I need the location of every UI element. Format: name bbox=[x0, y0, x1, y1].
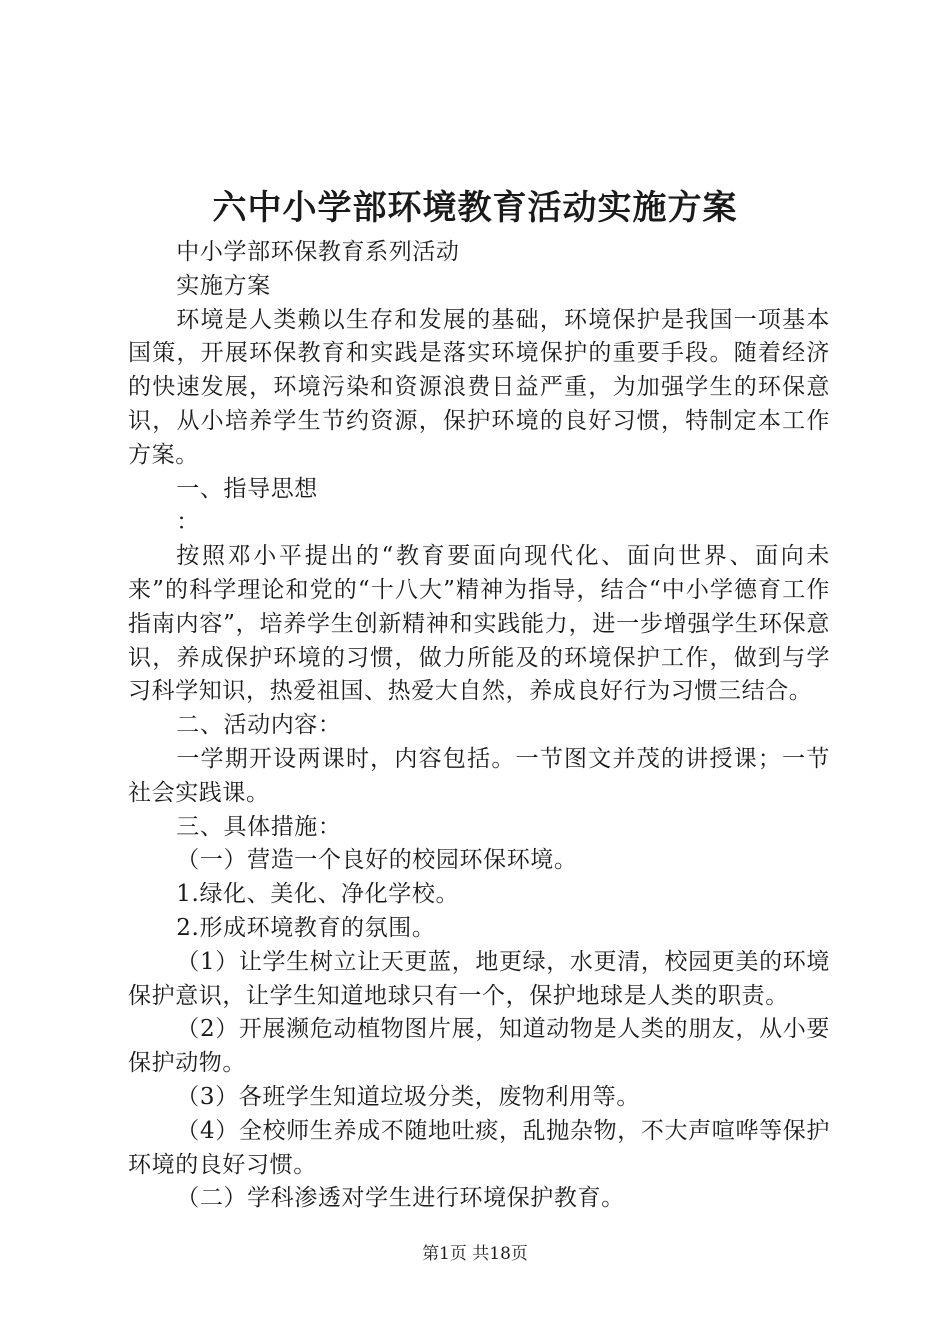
list-item: 1.绿化、美化、净化学校。 bbox=[176, 881, 460, 908]
section-heading: 三、具体措施： bbox=[176, 813, 342, 840]
colon-line: ： bbox=[176, 509, 200, 536]
page-number-footer: 第1页 共18页 bbox=[422, 1244, 528, 1264]
subtitle-line: 中小学部环保教育系列活动 bbox=[176, 239, 460, 265]
list-item: （4）全校师生养成不随地吐痰，乱抛杂物，不大声喧哗等保护环境的良好习惯。 bbox=[128, 1117, 830, 1178]
list-item: （2）开展濒危动植物图片展，知道动物是人类的朋友，从小要保护动物。 bbox=[128, 1016, 830, 1077]
document-title: 六中小学部环境教育活动实施方案 bbox=[212, 188, 738, 228]
document-body bbox=[128, 236, 830, 1216]
subtitle-line: 实施方案 bbox=[176, 272, 271, 299]
subsection-heading: （一）营造一个良好的校园环保环境。 bbox=[176, 847, 578, 874]
section-heading: 一、指导思想 bbox=[176, 475, 318, 502]
subsection-heading: （二）学科渗透对学生进行环境保护教育。 bbox=[176, 1185, 625, 1212]
activity-content-paragraph: 一学期开设两课时，内容包括。一节图文并茂的讲授课；一节社会实践课。 bbox=[128, 745, 830, 806]
intro-paragraph: 环境是人类赖以生存和发展的基础，环境保护是我国一项基本国策，开展环保教育和实践是落实环境保护的重要手段。随着经济的快速发展，环境污染和资源浪费日益严重，为加强学生的环保意识，从小培养学生节约资源，保护环境的良好习惯，特制定本工作方案。 bbox=[128, 306, 830, 468]
section-heading: 二、活动内容： bbox=[176, 712, 342, 739]
list-item: （1）让学生树立让天更蓝，地更绿，水更清，校园更美的环境保护意识，让学生知道地球只有一个，保护地球是人类的职责。 bbox=[128, 948, 830, 1009]
list-item: 2.形成环境教育的氛围。 bbox=[176, 914, 436, 941]
guiding-ideology-paragraph: 按照邓小平提出的“教育要面向现代化、面向世界、面向未来”的科学理论和党的“十八大”精神为指导，结合“中小学德育工作指南内容”，培养学生创新精神和实践能力，进一步增强学生环保意识，养成保护环境的习惯，做力所能及的环境保护工作，做到与学习科学知识，热爱祖国、热爱大自然，养成良好行为习惯三结合。 bbox=[128, 543, 830, 705]
list-item: （3）各班学生知道垃圾分类，废物利用等。 bbox=[176, 1083, 640, 1110]
